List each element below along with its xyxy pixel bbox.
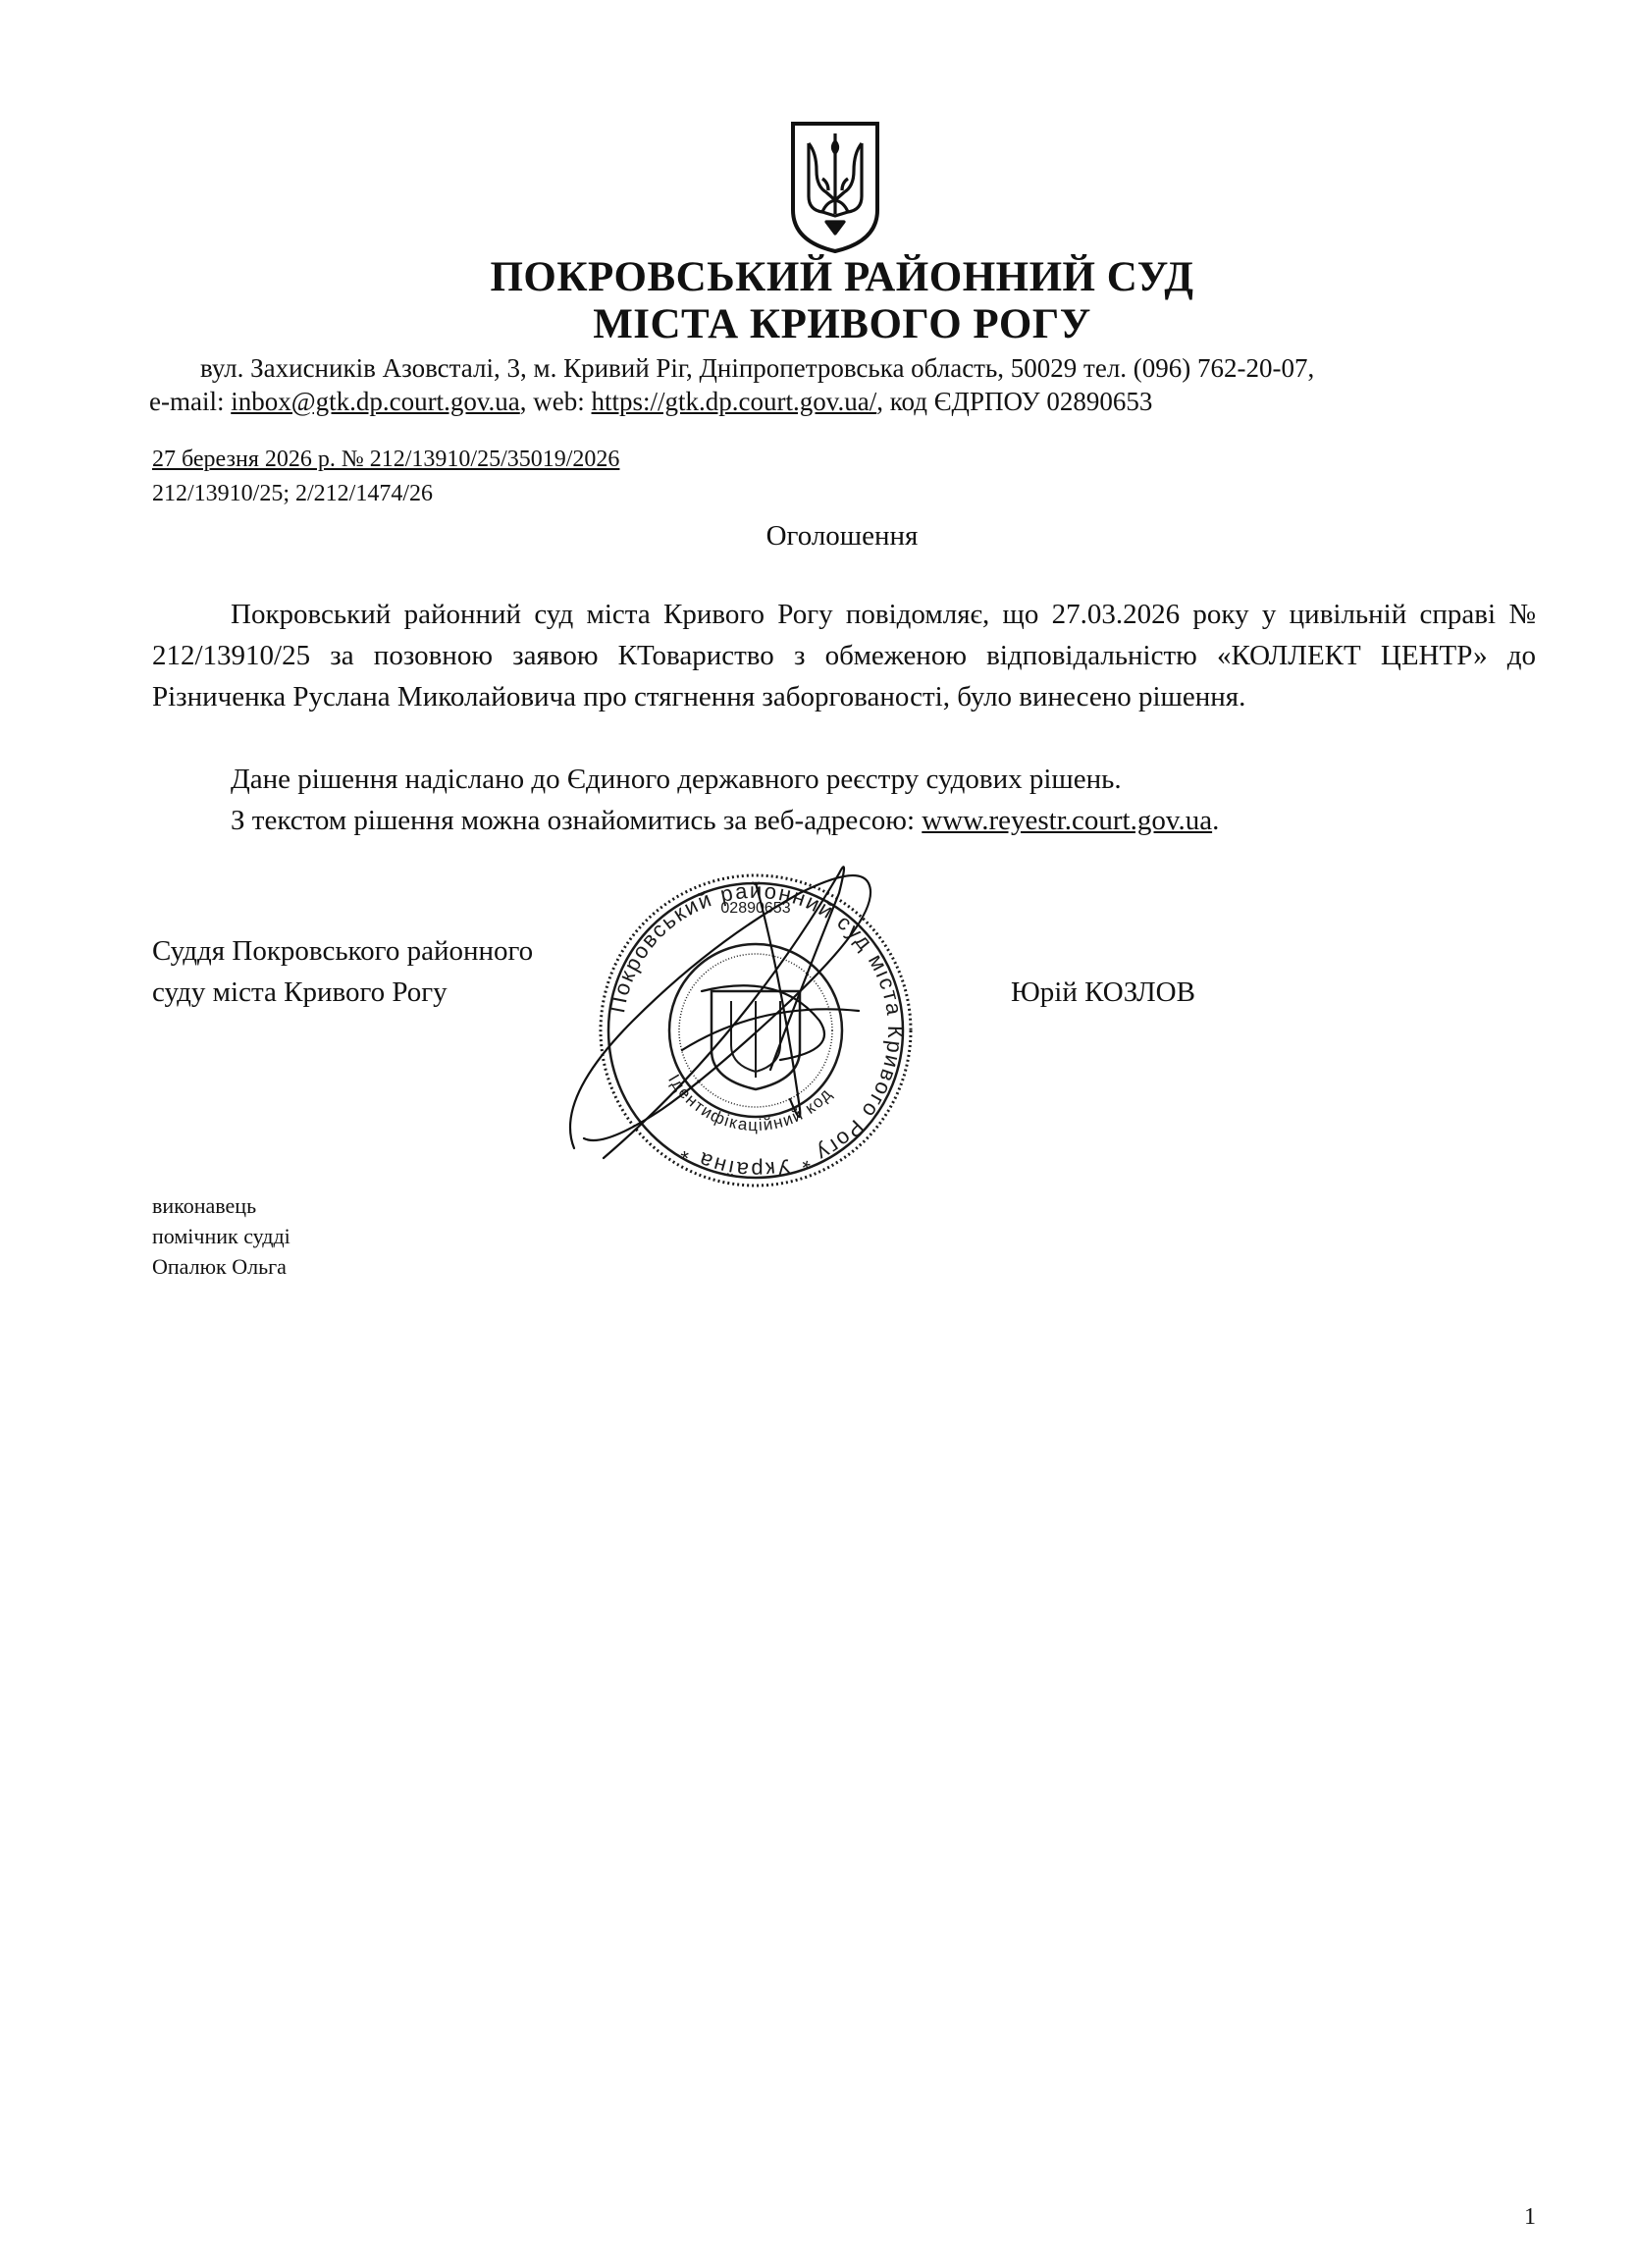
executor-block	[152, 1190, 290, 1282]
court-address: вул. Захисників Азовсталі, 3, м. Кривий Ріг, Дніпропетровська область, 50029 тел. (096) 762-20-07,	[200, 353, 1315, 383]
judge-title-line1: Суддя Покровського районного	[152, 935, 534, 967]
court-stamp-seal	[545, 854, 967, 1207]
registry-link[interactable]: www.reyestr.court.gov.ua	[922, 805, 1213, 836]
coat-of-arms-icon	[787, 120, 883, 255]
web-label: , web:	[519, 387, 592, 416]
court-name-line2: МІСТА КРИВОГО РОГУ	[593, 301, 1091, 347]
announcement-text: Покровський районний суд міста Кривого Рогу повідомляє, що 27.03.2026 року у цивільній справі № 212/13910/25 за позовною заявою КТовариство з обмеженою відповідальністю «КОЛЛЕКТ ЦЕНТР» до Різниченка Руслана Миколайовича про стягнення заборгованості, було винесено рішення.	[152, 599, 1536, 712]
registry-link-text	[231, 800, 1219, 841]
judge-name: Юрій КОЗЛОВ	[1011, 976, 1195, 1008]
svg-text:Ідентифікаційний код	[664, 1071, 836, 1134]
judge-title-line2: суду міста Кривого Рогу	[152, 976, 448, 1008]
website-link[interactable]: https://gtk.dp.court.gov.ua/	[591, 387, 877, 416]
case-numbers: 212/13910/25; 2/212/1474/26	[152, 481, 434, 506]
executor-name: Опалюк Ольга	[152, 1254, 287, 1279]
page-number: 1	[1524, 2204, 1536, 2230]
stamp-inner-text: Ідентифікаційний код	[664, 1071, 836, 1135]
judge-title	[152, 930, 533, 1013]
registry-text: Дане рішення надіслано до Єдиного державного реєстру судових рішень.	[231, 764, 1122, 795]
executor-label: виконавець	[152, 1193, 257, 1218]
outgoing-reference: 27 березня 2026 р. № 212/13910/25/35019/2026	[152, 447, 620, 472]
executor-position: помічник судді	[152, 1224, 290, 1248]
link-suffix: .	[1212, 805, 1220, 836]
edrpou-code: , код ЄДРПОУ 02890653	[876, 387, 1153, 416]
court-contacts	[149, 387, 1152, 417]
email-link[interactable]: inbox@gtk.dp.court.gov.ua	[231, 387, 520, 416]
stamp-outer-text: Покровський районний суд міста Кривого Рогу * Україна *	[605, 877, 909, 1184]
document-title: Оголошення	[765, 520, 919, 552]
link-prefix: З текстом рішення можна ознайомитись за веб-адресою:	[231, 805, 923, 836]
email-label: e-mail:	[149, 387, 232, 416]
stamp-code: 02890653	[720, 900, 791, 917]
court-name-line1: ПОКРОВСЬКИЙ РАЙОННИЙ СУД	[490, 254, 1194, 300]
